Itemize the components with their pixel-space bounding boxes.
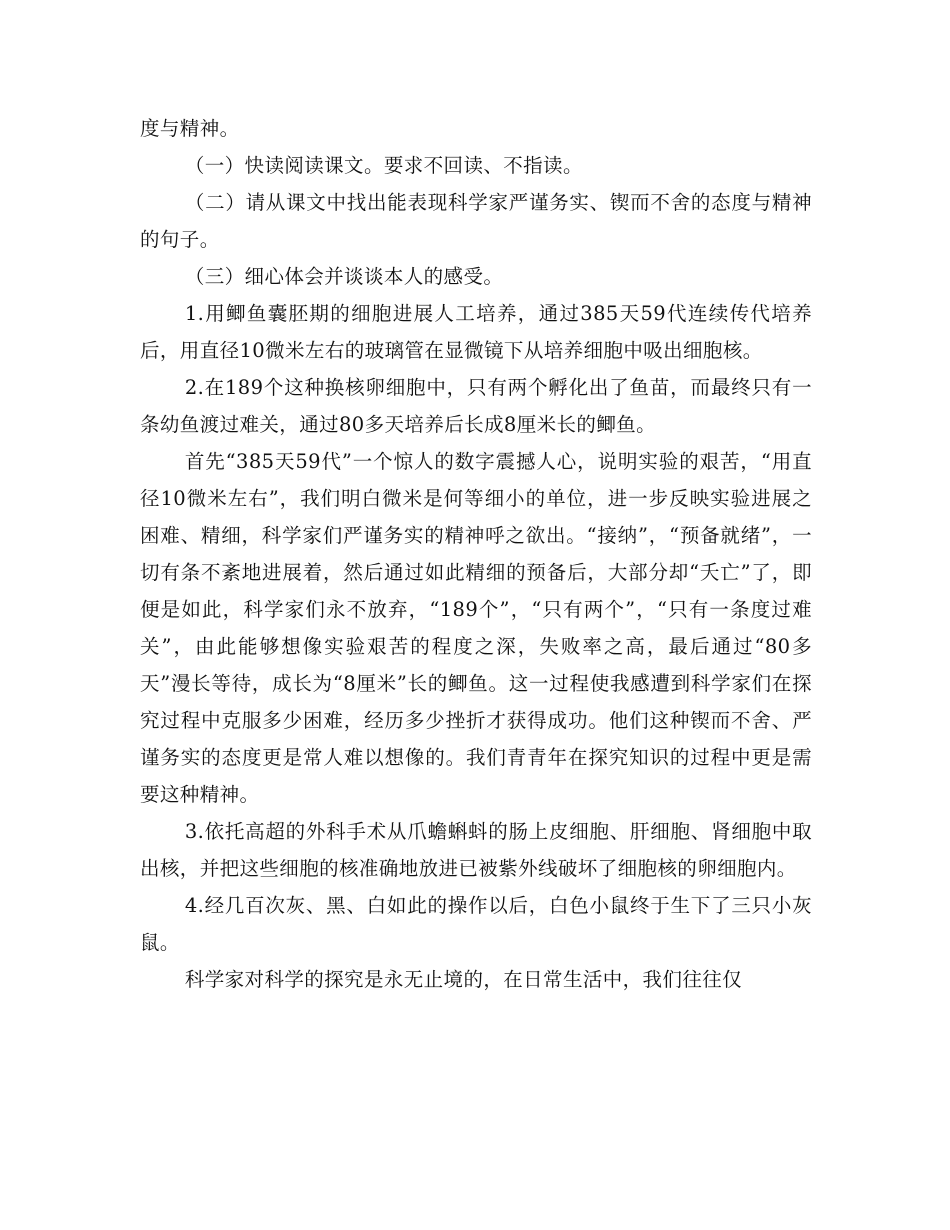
paragraph-continuation: 度与精神。	[140, 117, 240, 140]
paragraph-quote-3: 3.依托高超的外科手术从爪蟾蝌蚪的肠上皮细胞、肝细胞、肾细胞中取出核，并把这些细胞的核准确地放进已被紫外线破坏了细胞核的卵细胞内。	[140, 820, 812, 880]
paragraph-task-2: （二）请从课文中找出能表现科学家严谨务实、锲而不舍的态度与精神的句子。	[140, 191, 812, 251]
paragraph-analysis: 首先“385天59代”一个惊人的数字震撼人心，说明实验的艰苦，“用直径10微米左右”，我们明白微米是何等细小的单位，进一步反映实验进展之困难、精细，科学家们严谨务实的精神呼之欲出。“接纳”，“预备就绪”，一切有条不紊地进展着，然后通过如此精细的预备后，大部分却“夭亡”了，即便是如此，科学家们永不放弃，“189个”，“只有两个”，“只有一条度过难关”，由此能够想像实验艰苦的程度之深，失败率之高，最后通过“80多天”漫长等待，成长为“8厘米”长的鲫鱼。这一过程使我感遭到科学家们在探究过程中克服多少困难，经历多少挫折才获得成功。他们这种锲而不舍、严谨务实的态度更是常人难以想像的。我们青青年在探究知识的过程中更是需要这种精神。	[140, 450, 812, 806]
paragraph-quote-1: 1.用鲫鱼囊胚期的细胞进展人工培养，通过385天59代连续传代培养后，用直径10微米左右的玻璃管在显微镜下从培养细胞中吸出细胞核。	[140, 302, 812, 362]
paragraph-quote-2: 2.在189个这种换核卵细胞中，只有两个孵化出了鱼苗，而最终只有一条幼鱼渡过难关，通过80多天培养后长成8厘米长的鲫鱼。	[140, 376, 812, 436]
paragraph-task-1: （一）快读阅读课文。要求不回读、不指读。	[184, 154, 583, 177]
paragraph-closing: 科学家对科学的探究是永无止境的，在日常生活中，我们往往仅	[184, 968, 743, 991]
paragraph-task-3: （三）细心体会并谈谈本人的感受。	[184, 265, 504, 288]
document-page	[140, 110, 812, 998]
paragraph-quote-4: 4.经几百次灰、黑、白如此的操作以后，白色小鼠终于生下了三只小灰鼠。	[140, 894, 812, 954]
